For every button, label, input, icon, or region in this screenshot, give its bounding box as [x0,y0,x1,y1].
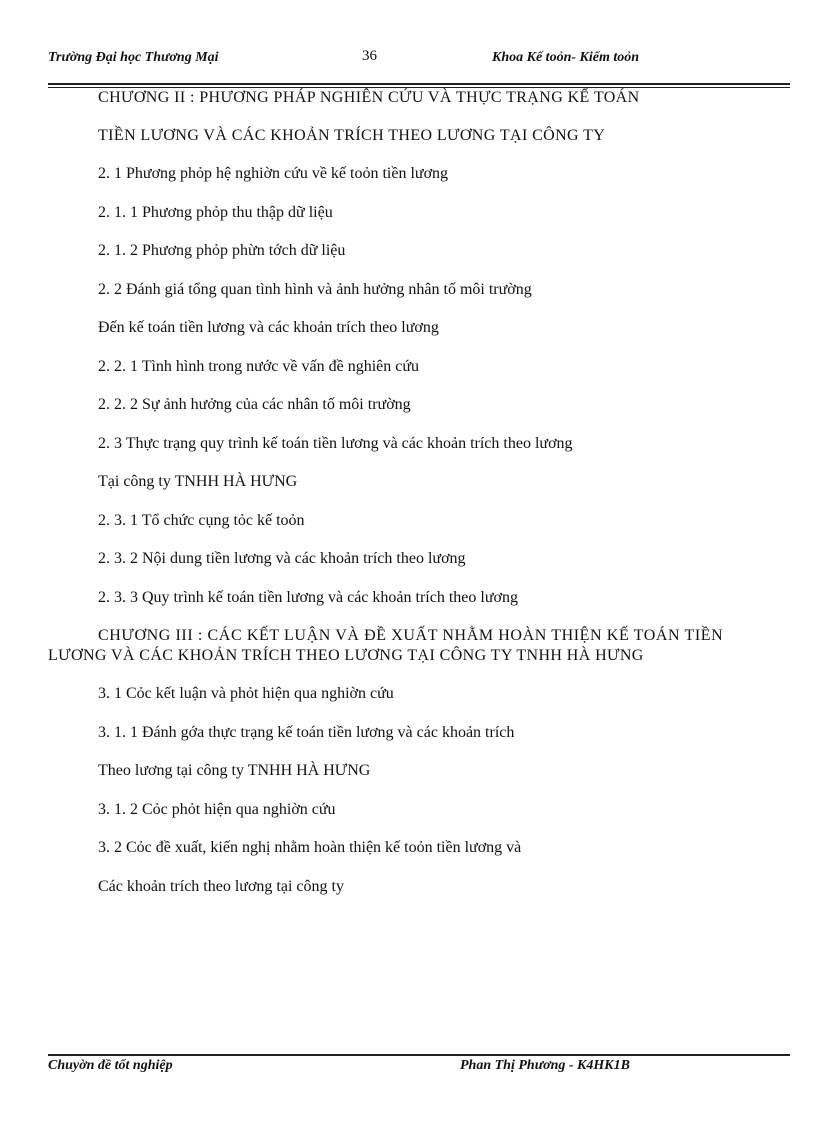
toc-line: 3. 2 Cỏc đề xuất, kiến nghị nhằm hoàn thiện kế toỏn tiền lương và [98,839,522,856]
toc-line: 2. 3. 2 Nội dung tiền lương và các khoản trích theo lương [98,550,466,567]
school-name: Trường Đại học Thương Mại [48,50,219,65]
toc-line: 2. 3. 3 Quy trình kế toán tiền lương và các khoản trích theo lương [98,589,518,606]
page-header [48,48,790,70]
toc-line: 2. 1. 1 Phương phỏp thu thập dữ liệu [98,204,333,221]
toc-line: 2. 1 Phương phỏp hệ nghiờn cứu về kế toỏn tiền lương [98,165,449,182]
toc-line: Tại công ty TNHH HÀ HƯNG [98,473,298,490]
chapter-2-title-line-2: TIỀN LƯƠNG VÀ CÁC KHOẢN TRÍCH THEO LƯƠNG TẠI CÔNG TY [98,127,606,144]
header-rule [48,83,790,85]
toc-line: Đến kế toán tiền lương và các khoản trích theo lương [98,319,439,336]
toc-line: Các khoản trích theo lương tại công ty [98,878,344,895]
author-name: Phan Thị Phương - K4HK1B [460,1058,630,1073]
toc-line: 3. 1. 2 Cỏc phỏt hiện qua nghiờn cứu [98,801,336,818]
toc-line: 2. 3. 1 Tổ chức cụng tỏc kế toỏn [98,512,305,529]
toc-line: 2. 2. 2 Sự ảnh hưởng của các nhân tố môi trường [98,396,411,413]
toc-line: 3. 1 Cỏc kết luận và phỏt hiện qua nghiờn cứu [98,685,394,702]
toc-line: 2. 2. 1 Tình hình trong nước về vấn đề nghiên cứu [98,358,420,375]
page-number: 36 [362,48,377,64]
toc-line: 2. 2 Đánh giá tổng quan tình hình và ảnh hưởng nhân tố môi trường [98,281,532,298]
footer-rule [48,1054,790,1056]
chapter-3-title-line-1: CHƯƠNG III : CÁC KẾT LUẬN VÀ ĐỀ XUẤT NHẰM HOÀN THIỆN KẾ TOÁN TIỀN [98,627,724,644]
toc-line: 3. 1. 1 Đánh gớa thực trạng kế toán tiền lương và các khoản trích [98,724,515,741]
document-type: Chuyờn đề tốt nghiệp [48,1058,173,1073]
toc-line: Theo lương tại công ty TNHH HÀ HƯNG [98,762,371,779]
toc-line: 2. 1. 2 Phương phỏp phừn tớch dữ liệu [98,242,346,259]
faculty-name: Khoa Kế toỏn- Kiểm toỏn [492,50,640,65]
chapter-2-title-line-1: CHƯƠNG II : PHƯƠNG PHÁP NGHIÊN CỨU VÀ THỰC TRẠNG KẾ TOÁN [98,89,640,106]
toc-line: 2. 3 Thực trạng quy trình kế toán tiền lương và các khoản trích theo lương [98,435,573,452]
chapter-3-title-line-2: LƯƠNG VÀ CÁC KHOẢN TRÍCH THEO LƯƠNG TẠI CÔNG TY TNHH HÀ HƯNG [48,647,644,664]
